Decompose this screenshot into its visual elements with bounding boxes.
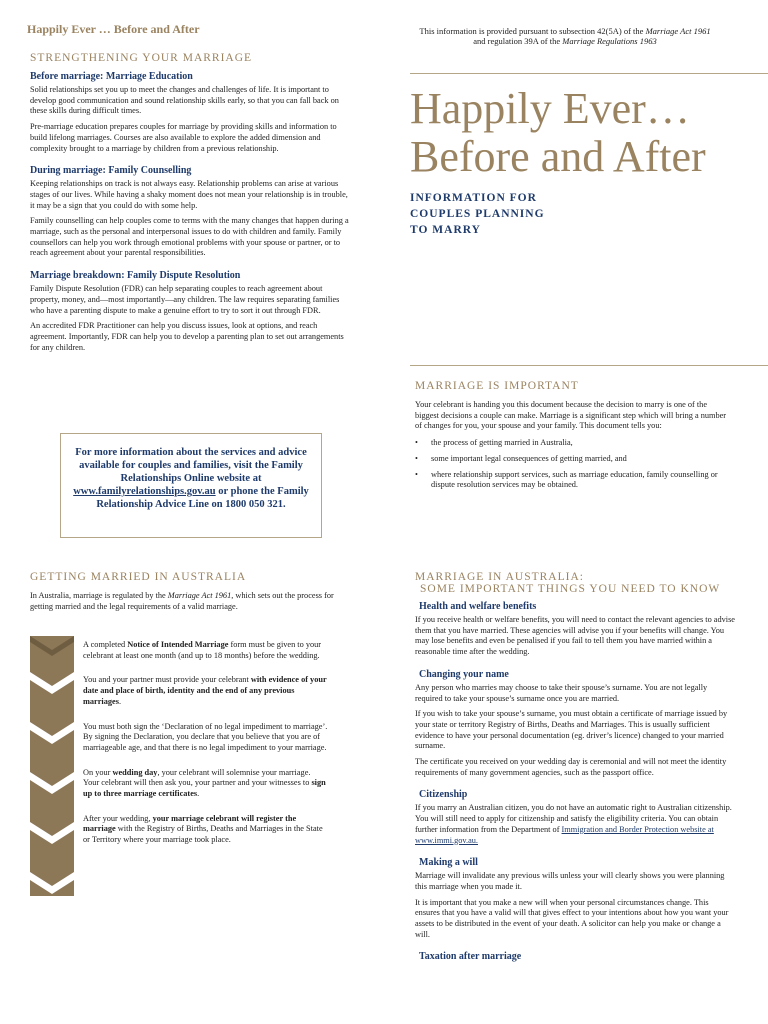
step-emphasis: wedding day xyxy=(112,767,158,777)
step-text: . xyxy=(197,789,200,799)
getting-married-section xyxy=(30,571,340,612)
hero-title xyxy=(410,85,706,181)
process-steps xyxy=(83,640,328,846)
process-step-3: You must both sign the ‘Declaration of no legal impediment to marriage’. By signing the Declaration, you declare that you believe that you are of marriageable age, and that there is no legal impediment to your marriage. xyxy=(83,721,328,752)
step-text: After your wedding, xyxy=(83,813,153,823)
list-item: • some important legal consequences of getting married, and xyxy=(415,454,730,465)
marriage-act-ref: Marriage Act 1961 xyxy=(167,591,232,600)
step-text: You and your partner must provide your celebrant xyxy=(83,675,251,685)
immigration-link[interactable]: Immigration and Border Protection website at www.immi.gov.au. xyxy=(415,824,714,845)
legal-note-text: This information is provided pursuant to subsection 42(5A) of the xyxy=(419,26,646,36)
paragraph: Pre-marriage education prepares couples for marriage by providing skills and information to build lifelong marriages. Courses are also available to explore the added dimension and complexity brought to a marriage by children from a previous relationship. xyxy=(30,122,337,153)
subheading-taxation: Taxation after marriage xyxy=(419,951,522,963)
bullet-list xyxy=(415,438,730,491)
section-title: MARRIAGE IS IMPORTANT xyxy=(415,380,579,392)
hero-title-line: Before and After xyxy=(410,132,706,181)
step-text: with the Registry of Births, Deaths and Marriages in the State or Territory where your marriage took place. xyxy=(83,824,323,845)
paragraph: Your celebrant is handing you this document because the decision to marry is one of the biggest decisions a couple can make. Marriage is a significant step which will bring a number of changes for you, your spouse and your family. This document tells you: xyxy=(415,400,727,431)
family-relationships-link[interactable]: www.familyrelationships.gov.au xyxy=(73,486,216,497)
marriage-important-section xyxy=(415,380,730,496)
running-head: Happily Ever … Before and After xyxy=(27,22,200,36)
step-text: . xyxy=(118,696,122,706)
citizen-text: If you marry an Australian citizen, you do not have an automatic right to Australian citizenship. You will still need to apply for citizenship and satisfy the eligibility criteria. You can obtain further information from the Department of xyxy=(415,803,732,834)
step-text: , your celebrant will solemnise your marriage. Your celebrant will then ask you, your partner and your witnesses to xyxy=(83,767,312,788)
things-to-know-section xyxy=(415,571,735,962)
subheading-name: Changing your name xyxy=(419,668,509,680)
legal-note xyxy=(385,26,745,46)
hero-subtitle xyxy=(410,190,545,238)
intro-text: , which sets out the process for getting married and the legal requirements of a valid marriage. xyxy=(30,591,334,611)
hero-subtitle-line: INFORMATION FOR xyxy=(410,192,537,204)
paragraph: An accredited FDR Practitioner can help you discuss issues, look at options, and reach agreement. Importantly, FDR can help you to develop a parenting plan to set out arrangements for any children. xyxy=(30,321,344,352)
list-item: • where relationship support services, such as marriage education, family counselling or dispute resolution services may be obtained. xyxy=(415,470,730,491)
paragraph xyxy=(30,591,340,612)
step-emphasis: your marriage celebrant will register the marriage xyxy=(83,813,297,834)
strengthening-section xyxy=(30,52,350,353)
subheading-will: Making a will xyxy=(419,857,478,869)
divider xyxy=(410,73,768,74)
section-title-line: MARRIAGE IN AUSTRALIA: xyxy=(415,571,584,583)
paragraph: If you wish to take your spouse’s surname, you must obtain a certificate of marriage issued by your state or territory Registry of Births, Deaths and Marriages. This is usually sufficient evidence to have your personal documentation (eg. driver’s licence) changed to your married surname. xyxy=(415,709,728,751)
hero-subtitle-line: TO MARRY xyxy=(410,224,481,236)
process-chevron-strip xyxy=(30,636,74,896)
list-item: • the process of getting married in Australia, xyxy=(415,438,730,449)
paragraph: Solid relationships set you up to meet the changes and challenges of life. It is important to develop good communication and sound relationship skills early, so that you can fall back on these skills during difficult times. xyxy=(30,85,339,116)
info-box-text: or phone the Family Relationship Advice Line on 1800 050 321. xyxy=(96,486,309,510)
chevron-arrows-icon xyxy=(30,636,74,896)
section-title-line: SOME IMPORTANT THINGS YOU NEED TO KNOW xyxy=(420,583,721,595)
paragraph: If you receive health or welfare benefits, you will need to contact the relevant agencies to advise them that you have married. These agencies will advise you if your benefits will change. You may lose benefits and even be penalised if you fail to tell them you have married within a reasonable time after the wedding. xyxy=(415,615,735,657)
subheading-marriage-breakdown: Marriage breakdown: Family Dispute Resolution xyxy=(30,270,241,282)
legal-note-text: and regulation 39A of the xyxy=(473,36,563,46)
step-emphasis: sign up to three marriage certificates xyxy=(83,778,326,799)
step-text: form must be given to your celebrant at least one month (and up to 18 months) before the wedding. xyxy=(83,640,322,660)
step-emphasis: with evidence of your date and place of birth, identity and the end of any previous marriages xyxy=(83,675,327,706)
step-emphasis: Notice of Intended Marriage xyxy=(127,640,229,649)
subheading-citizenship: Citizenship xyxy=(419,789,468,801)
step-text: On your xyxy=(83,767,113,777)
info-box-text: For more information about the services and advice available for couples and families, visit the Family Relationships Online website at xyxy=(75,447,307,484)
subheading-during-marriage: During marriage: Family Counselling xyxy=(30,165,192,177)
process-step-2 xyxy=(83,675,328,707)
process-step-1 xyxy=(83,640,328,661)
paragraph: It is important that you make a new will when your personal circumstances change. This ensures that you have a valid will that gives effect to your intentions about how you want your assets to be distributed in the event of your death. A solicitor can help you make or change a will. xyxy=(415,897,729,939)
paragraph: Any person who marries may choose to take their spouse’s surname. You are not legally required to take your spouse’s surname once you are married. xyxy=(415,682,708,703)
paragraph: The certificate you received on your wedding day is ceremonial and will not meet the identity requirements of many government agencies, such as the passport office. xyxy=(415,757,727,777)
marriage-act-ref: Marriage Act 1961 xyxy=(645,26,711,36)
hero-title-line: Happily Ever… xyxy=(410,84,690,133)
divider xyxy=(410,365,768,366)
paragraph: Family counselling can help couples come to terms with the many changes that happen during a marriage, such as the personal and interpersonal issues to do with children and family. Family counsellors can help you work through emotional problems with your spouse or partner, or to reach agreement about your parental responsibilities. xyxy=(30,216,349,258)
process-step-4 xyxy=(83,768,328,800)
paragraph: Marriage will invalidate any previous wills unless your will clearly shows you were planning this marriage when you made it. xyxy=(415,871,725,891)
hero-subtitle-line: COUPLES PLANNING xyxy=(410,208,545,220)
process-step-5 xyxy=(83,814,328,846)
subheading-health: Health and welfare benefits xyxy=(419,601,537,612)
section-title: GETTING MARRIED IN AUSTRALIA xyxy=(30,571,247,583)
marriage-regulations-ref: Marriage Regulations 1963 xyxy=(562,36,657,46)
paragraph: Keeping relationships on track is not always easy. Relationship problems can arise at various stages of our lives. While having a shaky moment does not mean your relationship is in trouble, it may be a sign that you could do with some help. xyxy=(30,179,348,210)
intro-text: In Australia, marriage is regulated by the xyxy=(30,591,168,600)
info-box xyxy=(60,433,322,538)
step-text: A completed xyxy=(83,640,128,649)
subheading-before-marriage: Before marriage: Marriage Education xyxy=(30,71,193,82)
section-title xyxy=(415,571,735,595)
paragraph: Family Dispute Resolution (FDR) can help separating couples to reach agreement about property, money, and—most importantly—any children. The law requires separating families who have a parenting dispute to make a genuine effort to try to sort it out through FDR. xyxy=(30,284,340,315)
section-title: STRENGTHENING YOUR MARRIAGE xyxy=(30,52,253,64)
paragraph xyxy=(415,803,735,846)
